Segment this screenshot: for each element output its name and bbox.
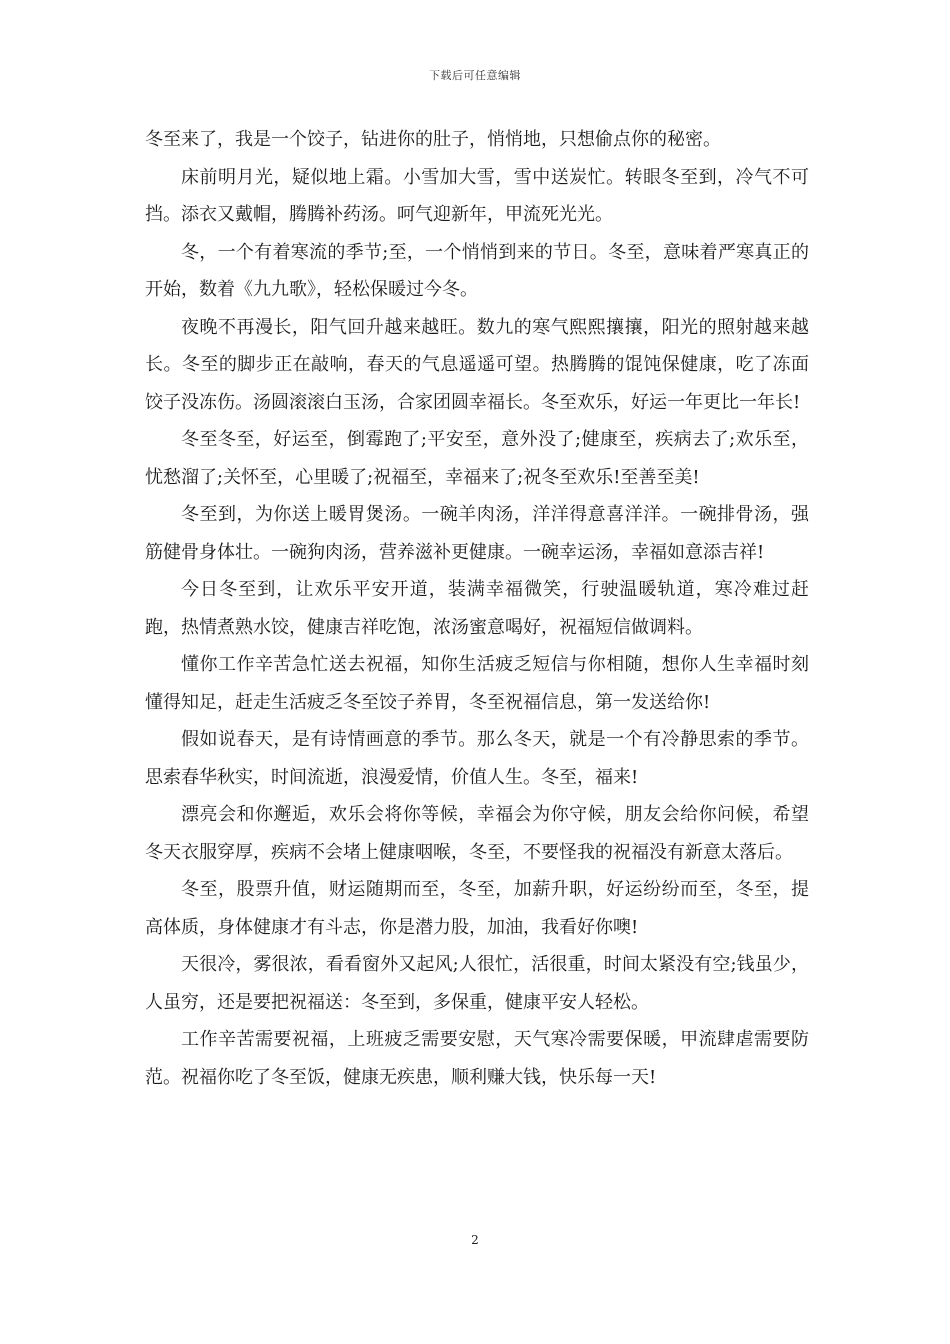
paragraph: 懂你工作辛苦急忙送去祝福，知你生活疲乏短信与你相随，想你人生幸福时刻懂得知足，赶走生活疲乏冬至饺子养胃，冬至祝福信息，第一发送给你! bbox=[145, 654, 809, 713]
paragraph: 冬，一个有着寒流的季节;至，一个悄悄到来的节日。冬至，意味着严寒真正的开始，数着《九九歌》，轻松保暖过今冬。 bbox=[145, 241, 809, 300]
paragraph: 漂亮会和你邂逅，欢乐会将你等候，幸福会为你守候，朋友会给你问候，希望冬天衣服穿厚，疾病不会堵上健康咽喉，冬至，不要怪我的祝福没有新意太落后。 bbox=[145, 804, 809, 863]
paragraph: 冬至到，为你送上暖胃煲汤。一碗羊肉汤，洋洋得意喜洋洋。一碗排骨汤，强筋健骨身体壮。一碗狗肉汤，营养滋补更健康。一碗幸运汤，幸福如意添吉祥! bbox=[145, 504, 809, 563]
paragraph: 床前明月光，疑似地上霜。小雪加大雪，雪中送炭忙。转眼冬至到，冷气不可挡。添衣又戴帽，腾腾补药汤。呵气迎新年，甲流死光光。 bbox=[145, 166, 809, 225]
paragraph: 今日冬至到，让欢乐平安开道，装满幸福微笑，行驶温暖轨道，寒冷难过赶跑，热情煮熟水饺，健康吉祥吃饱，浓汤蜜意喝好，祝福短信做调料。 bbox=[145, 579, 809, 638]
paragraph: 天很冷，雾很浓，看看窗外又起风;人很忙，活很重，时间太紧没有空;钱虽少，人虽穷，还是要把祝福送：冬至到，多保重，健康平安人轻松。 bbox=[145, 954, 809, 1013]
document-body bbox=[145, 121, 809, 1096]
paragraph: 冬至，股票升值，财运随期而至，冬至，加薪升职，好运纷纷而至，冬至，提高体质，身体健康才有斗志，你是潜力股，加油，我看好你噢! bbox=[145, 879, 809, 938]
paragraph: 夜晚不再漫长，阳气回升越来越旺。数九的寒气熙熙攘攘，阳光的照射越来越长。冬至的脚步正在敲响，春天的气息遥遥可望。热腾腾的馄饨保健康，吃了冻面饺子没冻伤。汤圆滚滚白玉汤，合家团圆幸福长。冬至欢乐，好运一年更比一年长! bbox=[145, 316, 809, 413]
paragraph: 工作辛苦需要祝福，上班疲乏需要安慰，天气寒冷需要保暖，甲流肆虐需要防范。祝福你吃了冬至饭，健康无疾患，顺利赚大钱，快乐每一天! bbox=[145, 1029, 809, 1088]
page-header: 下载后可任意编辑 bbox=[429, 69, 521, 82]
paragraph: 冬至来了，我是一个饺子，钻进你的肚子，悄悄地，只想偷点你的秘密。 bbox=[145, 129, 721, 150]
paragraph: 冬至冬至，好运至，倒霉跑了;平安至，意外没了;健康至，疾病去了;欢乐至，忧愁溜了;关怀至，心里暖了;祝福至，幸福来了;祝冬至欢乐!至善至美! bbox=[145, 429, 809, 488]
page-number: 2 bbox=[471, 1233, 479, 1247]
paragraph: 假如说春天，是有诗情画意的季节。那么冬天，就是一个有冷静思索的季节。思索春华秋实，时间流逝，浪漫爱情，价值人生。冬至，福来! bbox=[145, 729, 809, 788]
